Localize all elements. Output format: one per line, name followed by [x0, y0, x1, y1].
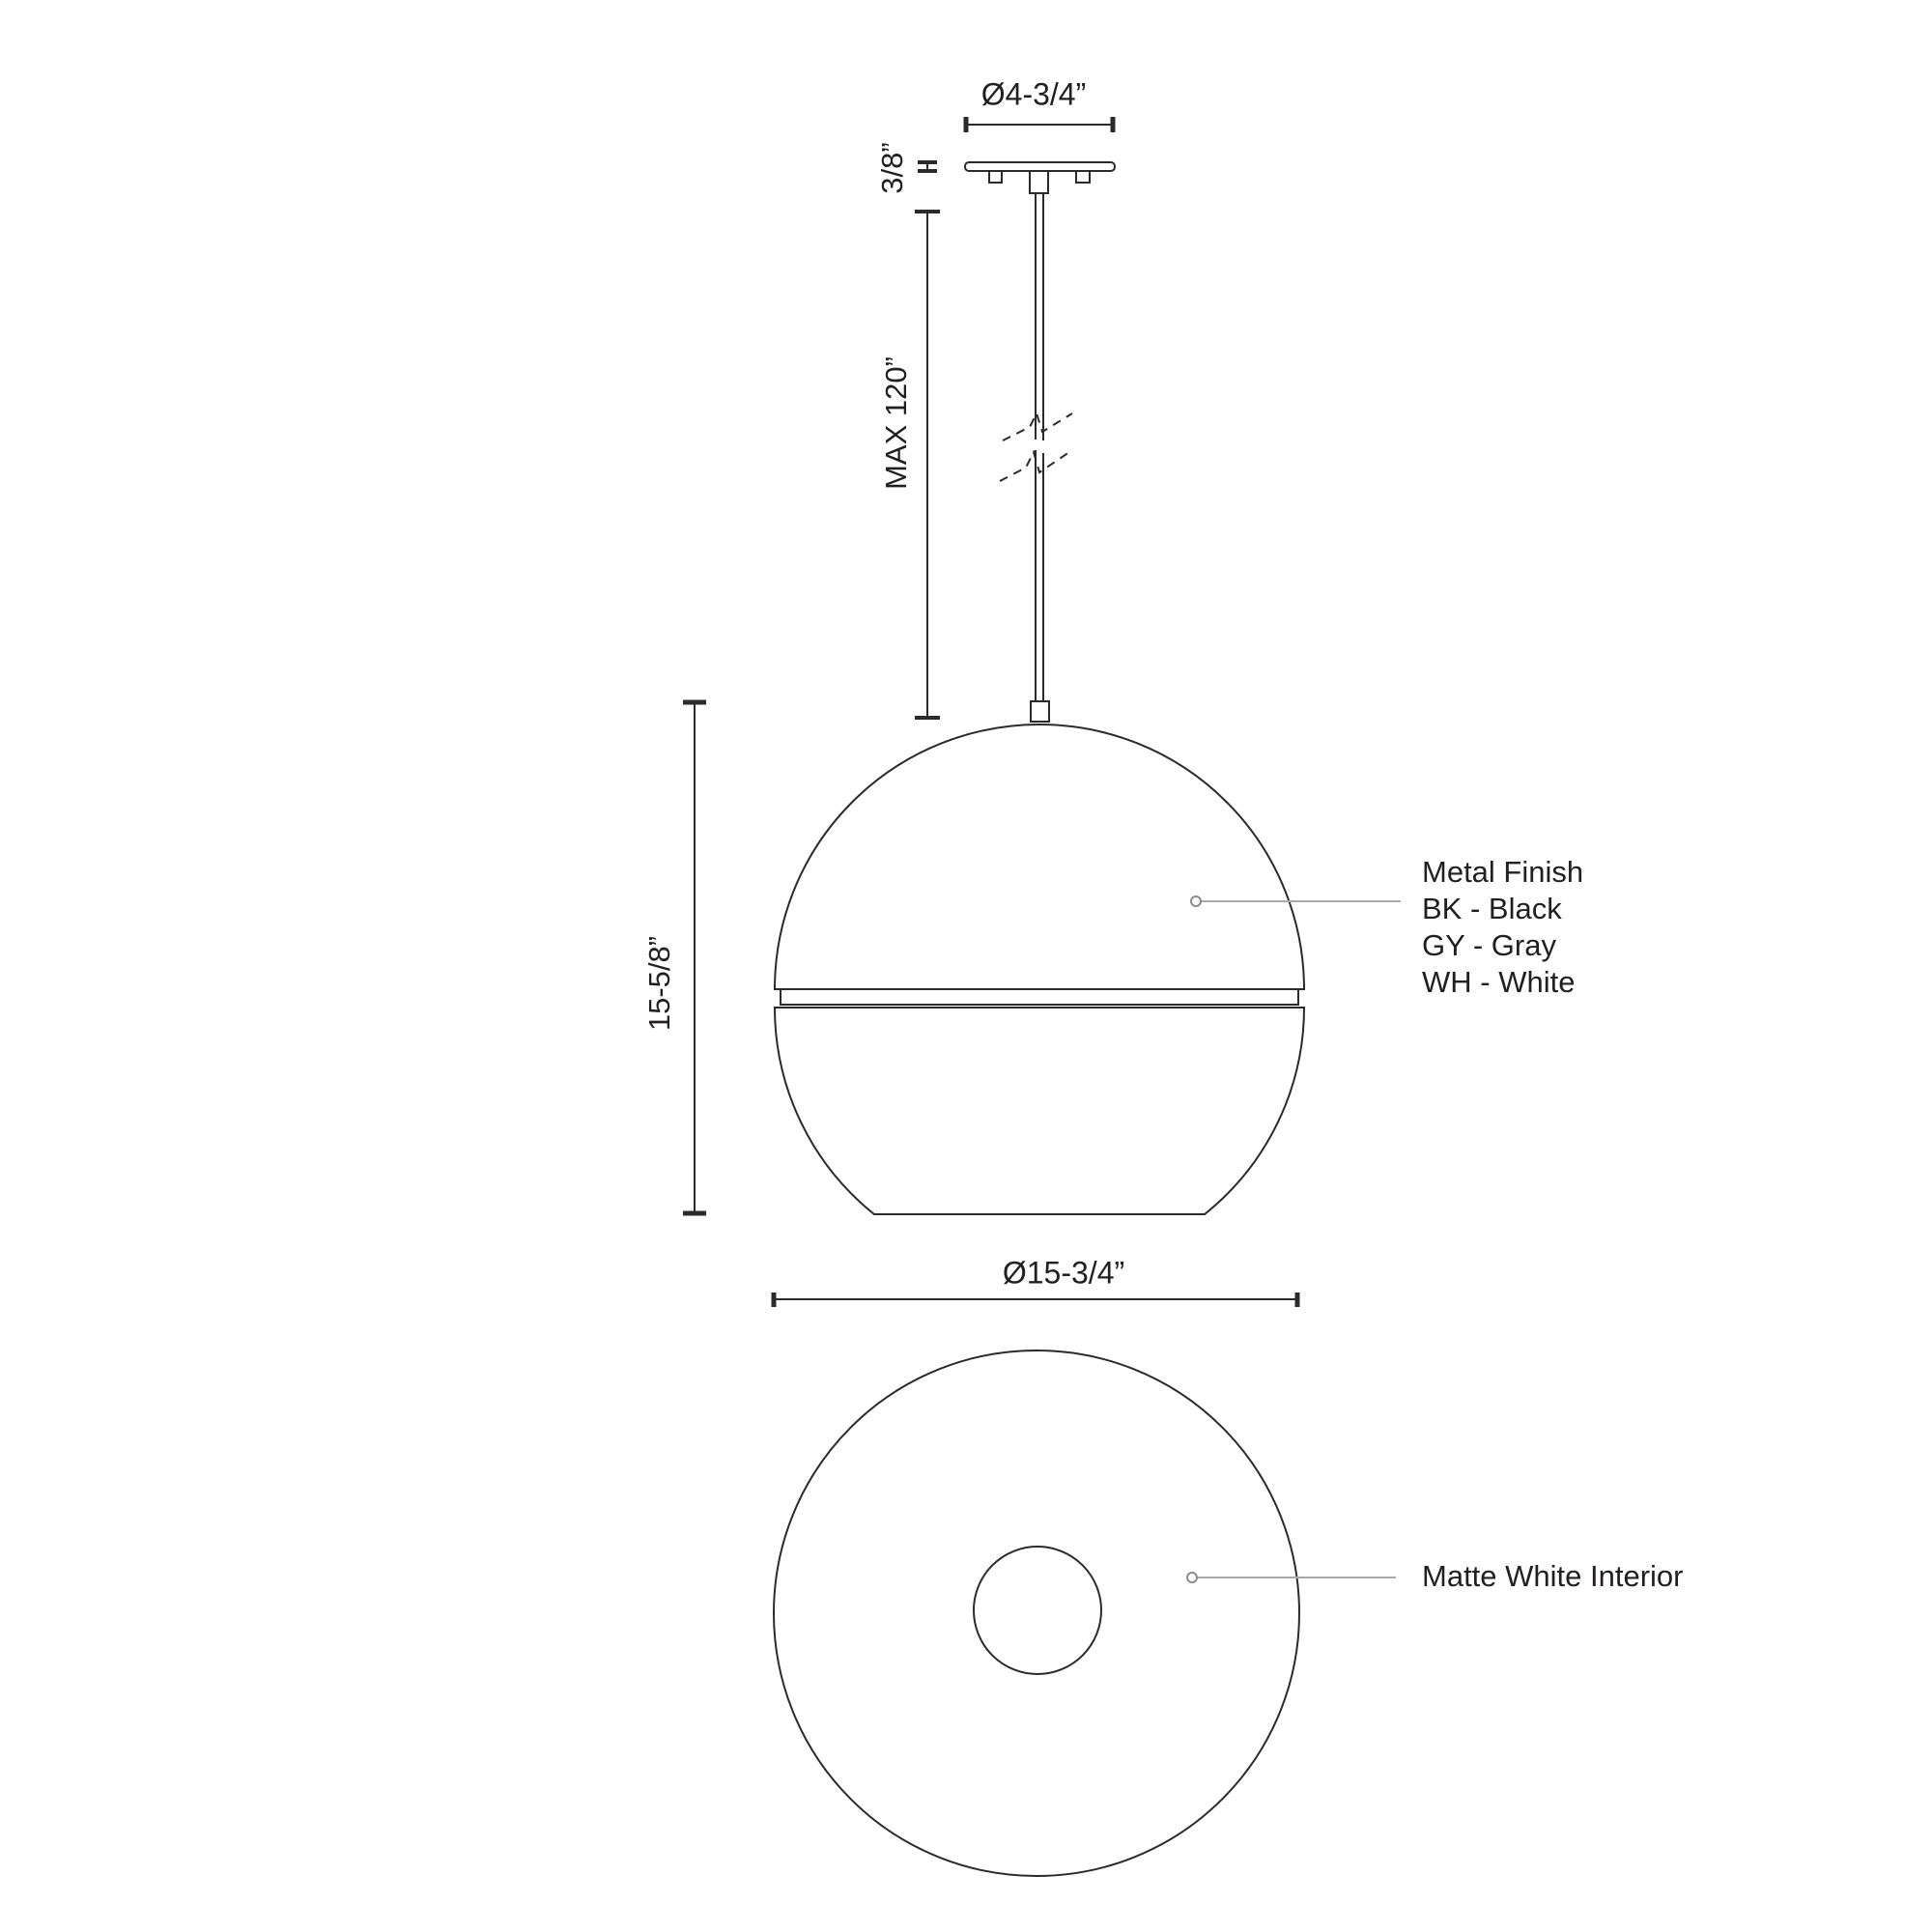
bottom-view-outer-circle — [774, 1350, 1299, 1876]
fixture-height-label: 15-5/8” — [642, 935, 676, 1032]
rod-max-length-label: MAX 120” — [879, 356, 913, 490]
canopy-screw-right — [1076, 171, 1090, 183]
globe-upper-hemisphere — [775, 724, 1304, 989]
metal-finish-option-gray: GY - Gray — [1422, 928, 1556, 962]
bottom-view-center-opening — [974, 1547, 1101, 1674]
metal-finish-option-white: WH - White — [1422, 965, 1576, 999]
hanging-rod — [1036, 193, 1043, 701]
ceiling-canopy-plate — [965, 162, 1115, 171]
finish-leader-line — [1191, 896, 1401, 906]
canopy-diameter-label: Ø4-3/4” — [980, 76, 1087, 112]
matte-white-interior-label: Matte White Interior — [1422, 1559, 1684, 1593]
metal-finish-title: Metal Finish — [1422, 855, 1584, 889]
canopy-screw-left — [989, 171, 1002, 183]
canopy-height-label: 3/8” — [875, 142, 909, 194]
globe-middle-band — [781, 989, 1298, 1005]
canopy-diameter-dimension — [966, 117, 1113, 132]
canopy-height-dimension — [918, 162, 937, 171]
globe-stem-fitting — [1031, 701, 1049, 722]
rod-length-dimension — [915, 212, 940, 718]
canopy-stem-socket — [1030, 171, 1048, 193]
metal-finish-option-black: BK - Black — [1422, 892, 1562, 925]
globe-diameter-dimension — [774, 1293, 1297, 1307]
metal-finish-note — [1422, 854, 1583, 1001]
globe-lower-hemisphere — [775, 1008, 1304, 1214]
fixture-height-dimension — [683, 702, 706, 1213]
globe-diameter-label: Ø15-3/4” — [1002, 1255, 1125, 1291]
interior-leader-line — [1187, 1573, 1396, 1582]
